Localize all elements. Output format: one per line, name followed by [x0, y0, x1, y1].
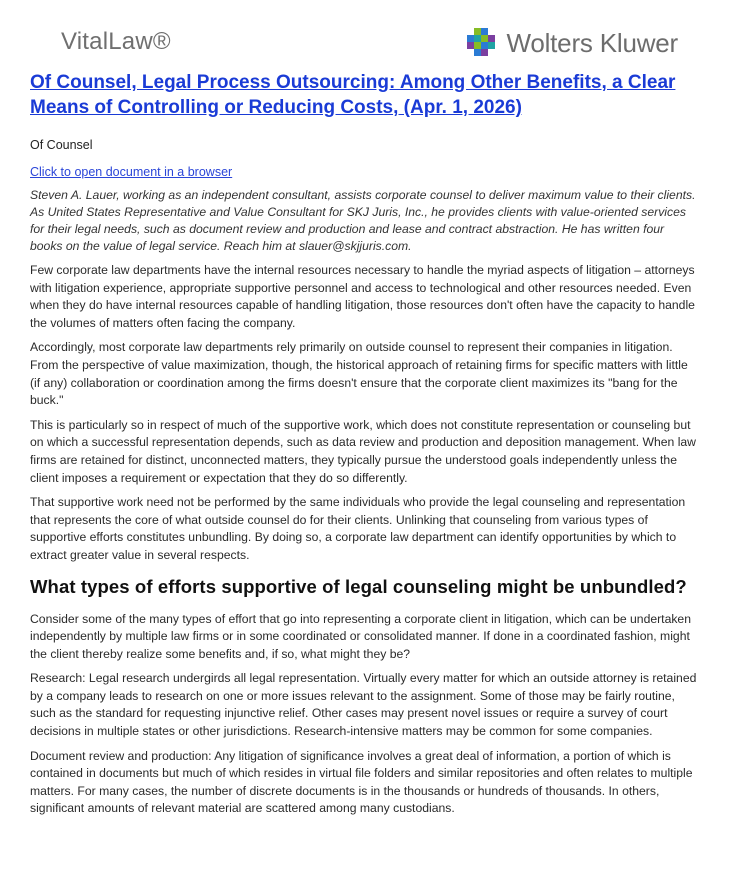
body-paragraph-4: That supportive work need not be performed by the same individuals who provide the legal counseling and representation that represents the core of what outside counsel do for their clients. Unlinking that counseling from various types of supportive efforts constitutes unbundling. By doing so, a corporate law department can identify opportunities by which to extract greater value in several respects.	[30, 495, 686, 562]
open-in-browser-link[interactable]: Click to open document in a browser	[30, 165, 233, 179]
wolters-kluwer-logo	[464, 26, 678, 60]
body-paragraph-1: Few corporate law departments have the internal resources necessary to handle the myriad aspects of litigation – attorneys with litigation experience, appropriate supportive personnel and access to technological and other resources needed. Even when they do have internal resources capable of handling litigation, those resources don't often have the capacity to handle the volumes of matters often facing the company.	[30, 263, 695, 330]
body-paragraph-3: This is particularly so in respect of much of the supportive work, which does not constitute representation or counseling but on which a successful representation depends, such as data review and production and deposition management. When law firms are retained for distinct, unconnected matters, they typically pursue the understood goals independently unless the client imposes a requirement or expectation that they do so differently.	[30, 417, 696, 485]
vitallaw-brand: VitalLaw®	[61, 28, 171, 55]
body-paragraph-2: Accordingly, most corporate law departments rely primarily on outside counsel to represent their companies in litigation. From the perspective of value maximization, though, the historical approach of retaining firms for specific matters with little (if any) collaboration or coordination among the firms doesn't ensure that the corporate client maximizes its "bang for the buck."	[30, 340, 688, 408]
section-heading: What types of efforts supportive of legal counseling might be unbundled?	[30, 575, 687, 597]
article-category: Of Counsel	[30, 138, 93, 152]
publisher-name: Wolters Kluwer	[506, 27, 678, 58]
section-paragraph-1: Consider some of the many types of effort that go into representing a corporate client in litigation, which can be undertaken independently by multiple law firms or in some coordinated or consolidated manner. If done in a coordinated fashion, might the client thereby realize some benefits and, if so, what might they be?	[30, 611, 691, 661]
section-paragraph-3: Document review and production: Any litigation of significance involves a great deal of information, a portion of which is contained in documents but much of which resides in virtual file folders and similar repositories and often relates to multiple matters. For many cases, the number of discrete documents is in the thousands or hundreds of thousands. In others, significant amounts of relevant material are scattered among many custodians.	[30, 748, 693, 816]
author-byline: Steven A. Lauer, working as an independent consultant, assists corporate counsel to deliver maximum value to their clients. As United States Representative and Value Consultant for SKJ Juris, Inc., he provides clients with value-oriented services for their legal needs, such as document review and production and lease and contract abstraction. He has written four books on the value of legal service. Reach him at slauer@skjjuris.com.	[30, 188, 696, 253]
section-paragraph-2: Research: Legal research undergirds all legal representation. Virtually every matter for which an outside attorney is retained by a company leads to research on one or more issues relevant to the assignment. Some of those may be fairly routine, such as the standard for requesting injunctive relief. Other cases may present novel issues or require a survey of court decisions in multiple states or other jurisdictions. Research-intensive matters may be common for some companies.	[30, 671, 697, 739]
article-title-link[interactable]: Of Counsel, Legal Process Outsourcing: Among Other Benefits, a Clear Means of Controlling or Reducing Costs, (Apr. 1, 2026)	[30, 72, 676, 118]
document-header	[30, 0, 700, 70]
wolters-kluwer-logo-icon	[464, 26, 498, 60]
